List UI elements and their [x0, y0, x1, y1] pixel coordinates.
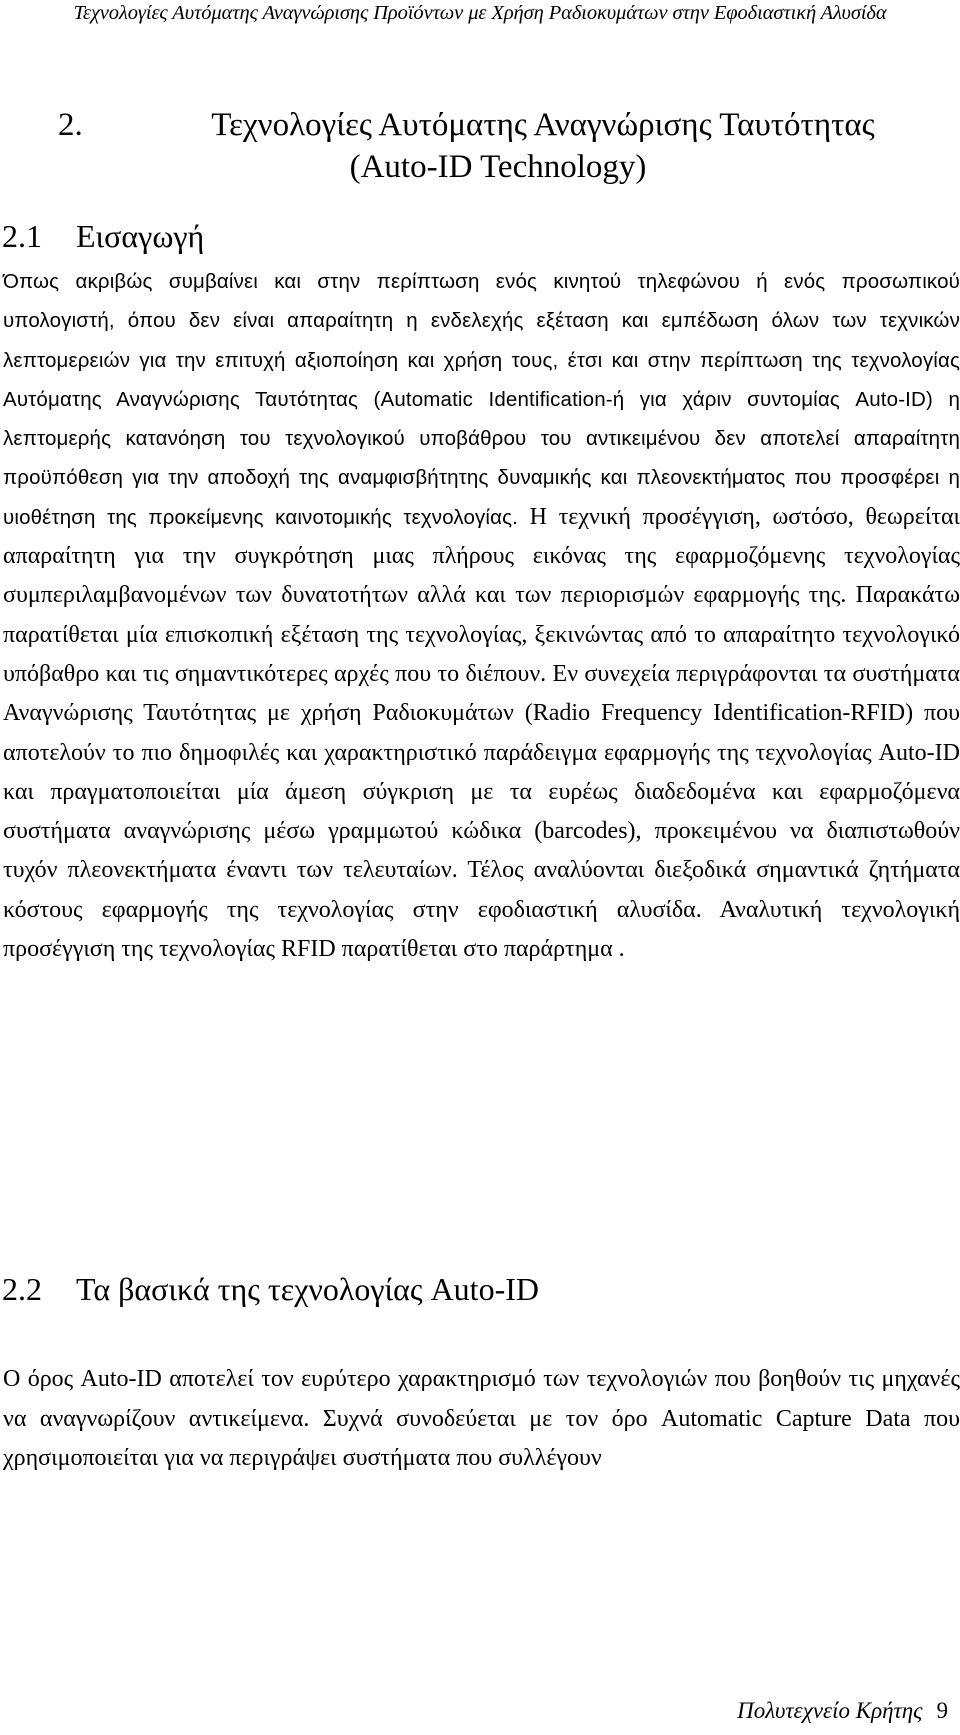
- paragraph-serif-part: Η τεχνική προσέγγιση, ωστόσο, θεωρείται απαραίτητη για την συγκρότηση μιας πλήρους εικόνας της εφαρμοζόμενης τεχνολογίας συμπεριλαμβανομένων των δυνατοτήτων αλλά και των περιορισμών εφαρμογής της. Παρακάτω παρατίθεται μία επισκοπική εξέταση της τεχνολογίας, ξεκινώντας από το απαραίτητο τεχνολογικό υπόβαθρο και τις σημαντικότερες αρχές που το διέπουν. Εν συνεχεία περιγράφονται τα συστήματα Αναγνώρισης Ταυτότητας με χρήση Ραδιοκυμάτων (Radio Frequency Identification-RFID) που αποτελούν το πιο δημοφιλές και χαρακτηριστικό παράδειγμα εφαρμογής της τεχνολογίας Auto-ID και πραγματοποιείται μία άμεση σύγκριση με τα ευρέως διαδεδομένα και εφαρμοζόμενα συστήματα αναγνώρισης μέσω γραμμωτού κώδικα (barcodes), προκειμένου να διαπιστωθούν τυχόν πλεονεκτήματα έναντι των τελευταίων. Τέλος αναλύονται διεξοδικά σημαντικά ζητήματα κόστους εφαρμογής της τεχνολογίας στην εφοδιαστική αλυσίδα. Αναλυτική τεχνολογική προσέγγιση της τεχνολογίας RFID παρατίθεται στο παράρτημα .: [3, 503, 960, 963]
- section-title: Εισαγωγή: [76, 218, 205, 254]
- page-footer: [737, 1698, 948, 1724]
- running-header: Τεχνολογίες Αυτόματης Αναγνώρισης Προϊόντων με Χρήση Ραδιοκυμάτων στην Εφοδιαστική Αλυσίδα: [73, 2, 887, 24]
- page-number: 9: [936, 1698, 948, 1723]
- chapter-title-line1: Τεχνολογίες Αυτόματης Αναγνώρισης Ταυτότητας: [211, 107, 875, 143]
- section-number: 2.1: [2, 218, 42, 254]
- paragraph-sans-part: Όπως ακριβώς συμβαίνει και στην περίπτωση ενός κινητού τηλεφώνου ή ενός προσωπικού υπολογιστή, όπου δεν είναι απαραίτητη η ενδελεχής εξέταση και εμπέδωση όλων των τεχνικών λεπτομερειών για την επιτυχή αξιοποίηση και χρήση τους, έτσι και στην περίπτωση της τεχνολογίας Αυτόματης Αναγνώρισης Ταυτότητας (Automatic Identification-ή για χάριν συντομίας Auto-ID) η λεπτομερής κατανόηση του τεχνολογικού υποβάθρου του αντικειμένου δεν αποτελεί απαραίτητη προϋπόθεση για την αποδοχή της αναμφισβήτητης δυναμικής και πλεονεκτήματος που προσφέρει η υιοθέτηση της προκείμενης καινοτομικής τεχνολογίας.: [3, 270, 960, 529]
- section-heading-2-1: [2, 216, 204, 256]
- section-title: Τα βασικά της τεχνολογίας Auto-ID: [76, 1271, 539, 1307]
- chapter-title-lines: [58, 104, 938, 188]
- section-heading-2-2: [2, 1269, 539, 1309]
- chapter-number: 2.: [58, 107, 83, 143]
- section-number: 2.2: [2, 1271, 42, 1307]
- chapter-title-line2: (Auto-ID Technology): [349, 149, 647, 185]
- footer-institution: Πολυτεχνείο Κρήτης: [737, 1698, 923, 1723]
- section-2-2-paragraph: Ο όρος Auto-ID αποτελεί τον ευρύτερο χαρακτηρισμό των τεχνολογιών που βοηθούν τις μηχανές να αναγνωρίζουν αντικείμενα. Συχνά συνοδεύεται με τον όρο Automatic Capture Data που χρησιμοποιείται για να περιγράψει συστήματα που συλλέγουν: [3, 1366, 960, 1471]
- section-2-1-paragraph: [3, 262, 960, 969]
